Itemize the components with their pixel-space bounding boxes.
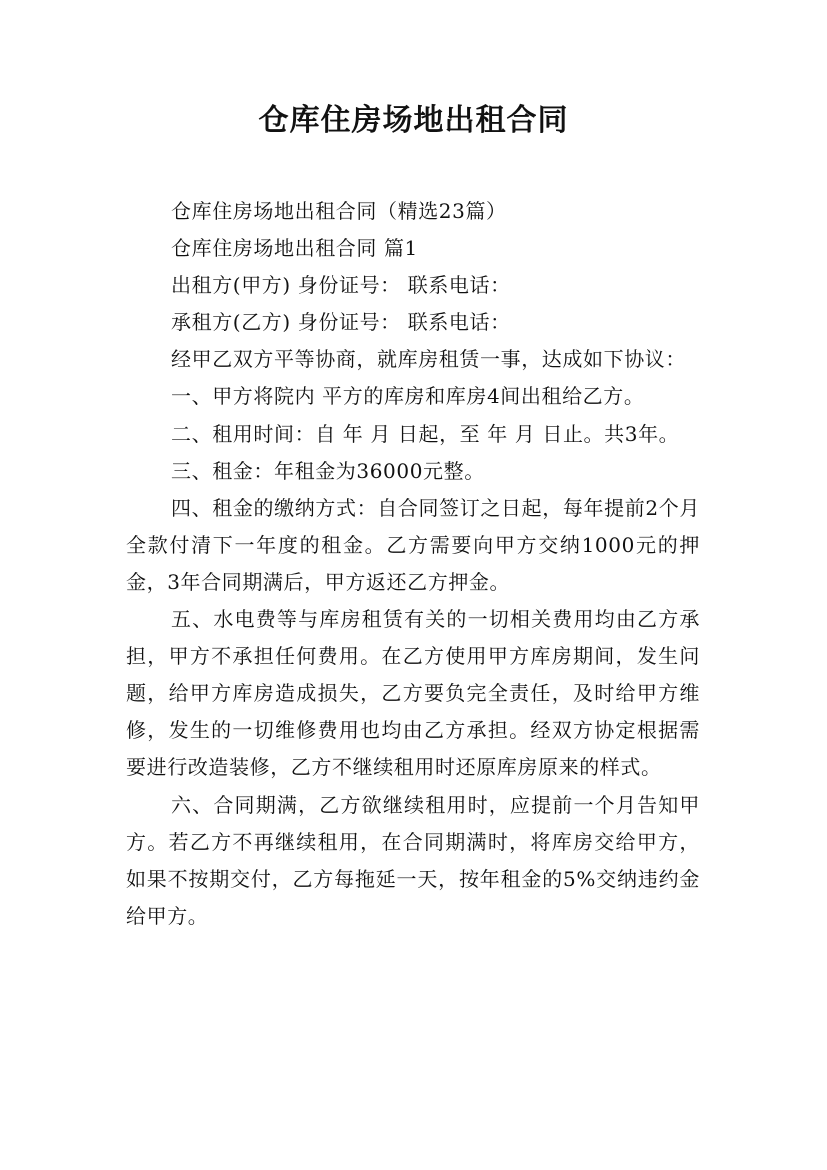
clause-2: 二、租用时间：自 年 月 日起，至 年 月 日止。共3年。 (171, 421, 680, 446)
section-heading: 仓库住房场地出租合同 篇1 (171, 236, 418, 261)
clause-6: 六、合同期满，乙方欲继续租用时，应提前一个月告知甲方。若乙方不再继续租用，在合同期满时，将库房交给甲方，如果不按期交付，乙方每拖延一天，按年租金的5%交纳违约金给甲方。 (126, 792, 700, 928)
clause-3: 三、租金：年租金为36000元整。 (171, 458, 485, 483)
clause-5: 五、水电费等与库房租赁有关的一切相关费用均由乙方承担，甲方不承担任何费用。在乙方使用甲方库房期间，发生问题，给甲方库房造成损失，乙方要负完全责任，及时给甲方维修，发生的一切维修费用也均由乙方承担。经双方协定根据需要进行改造装修，乙方不继续租用时还原库房原来的样式。 (126, 607, 700, 780)
lessor-line: 出租方(甲方) 身份证号： 联系电话： (171, 273, 511, 298)
agreement-intro: 经甲乙双方平等协商，就库房租赁一事，达成如下协议： (171, 347, 686, 372)
clause-4: 四、租金的缴纳方式：自合同签订之日起，每年提前2个月全款付清下一年度的租金。乙方需要向甲方交纳1000元的押金，3年合同期满后，甲方返还乙方押金。 (126, 495, 700, 594)
lessee-line: 承租方(乙方) 身份证号： 联系电话： (171, 310, 511, 335)
clause-1: 一、甲方将院内 平方的库房和库房4间出租给乙方。 (171, 384, 645, 409)
subtitle-paragraph: 仓库住房场地出租合同（精选23篇） (171, 199, 507, 223)
document-body (126, 193, 700, 935)
document-title: 仓库住房场地出租合同 (258, 103, 569, 138)
